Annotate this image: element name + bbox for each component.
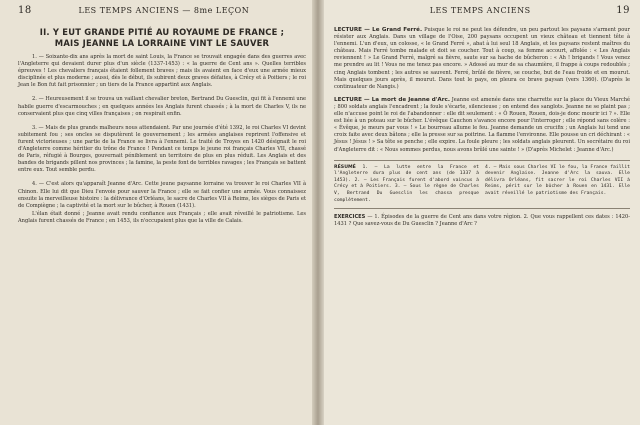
- lecture2-text: Jeanne est amenée dans une charrette sur la place du Vieux Marché ; 800 soldats anglais l'encadrent ; la foule s'écarte, silencieuse ; on entend des sanglots. Jeanne ne se plaint pas ; elle n'accuse point le roi de l'abandonner : elle dit seulement : « Ô Rouen, Rouen, dois-je donc mourir ici ? ». Elle est liée à un poteau sur le bûcher. L'évêque Cauchon s'avance encore pour l'interroger ; elle répond sans colère : « Évêque, je meurs par vous ! » Le bourreau allume le feu. Jeanne demande un crucifix ; un Anglais lui tend une croix faite avec deux bâtons ; elle la presse sur sa poitrine. La flamme l'environne. Elle pousse un cri déchirant : « Jésus ! Jésus ! » Sa tête se penche ; elle expire. La foule pleure ; les soldats anglais pleurent. Un secrétaire du roi d'Angleterre dit : « Nous sommes perdus, nous avons brûlé une sainte ! » (D'après Michelet : Jeanne d'Arc.): [334, 96, 630, 153]
- right-running-title: LES TEMPS ANCIENS: [429, 6, 531, 15]
- paragraph-2: 2. — Heureusement il se trouva un vaillant chevalier breton, Bertrand Du Guesclin, qui fit à l'ennemi une habile guerre d'escarmouches ; en quelques années les Anglais furent chassés ; à la mort de Charles V, ils ne conservaient plus que cinq villes françaises ; on respirait enfin.: [18, 96, 306, 117]
- left-page: [0, 0, 318, 425]
- lecture-grand-ferre: [334, 27, 630, 91]
- exercises: [334, 214, 630, 228]
- lecture1-heading: LECTURE — Le Grand Ferré.: [334, 27, 423, 33]
- right-running-head: [334, 5, 630, 21]
- right-page-number: 19: [616, 5, 630, 16]
- left-running-title: LES TEMPS ANCIENS — 8me LEÇON: [78, 6, 250, 15]
- paragraph-1: 1. — Soixante-dix ans après la mort de saint Louis, la France se trouvait engagée dans des guerres avec l'Angleterre qui devaient durer plus d'un siècle (1337-1453) : « la guerre de Cent ans ». Quelles terribles épreuves ! Les chevaliers français étaient follement braves ; mais ils avaient en face d'eux une armée mieux disciplinée et plus moderne ; aussi, dès le début, ils subirent deux graves défaites, à Crécy et à Poitiers ; le roi Jean le Bon fut fait prisonnier ; un tiers de la France appartint aux Anglais.: [18, 54, 306, 89]
- left-running-head: [18, 5, 306, 21]
- exercises-label: EXERCICES: [334, 214, 366, 221]
- lecture-jeanne-darc: [334, 97, 630, 154]
- chapter-title: [18, 27, 306, 49]
- chapter-title-line2: MAIS JEANNE LA LORRAINE VINT LE SAUVER: [54, 38, 270, 48]
- summary-right-column: 4. — Mais sous Charles VI le fou, la France faillit devenir Anglaise. Jeanne d'Arc la sauva. Elle délivra Orléans, fit sacrer le roi Charles VII à Reims, périt sur le bûcher à Rouen en 1431. Elle avait réveillé le patriotisme des Français.: [485, 164, 630, 196]
- exercises-text: — 1. Épisodes de la guerre de Cent ans dans votre région. 2. Que vous rappellent ces dates : 1420-1431 ? Que savez-vous de Du Guesclin ? Jeanne d'Arc ?: [334, 214, 631, 228]
- summary-box: [334, 160, 630, 210]
- summary-left-text: 1. — La lutte entre la France et l'Angleterre dura plus de cent ans (de 1337 à 1453). 2. — Les Français furent d'abord vaincus à Crécy et à Poitiers. 3. — Sous le règne de Charles V, Bertrand Du Guesclin les chassa presque complètement.: [334, 164, 479, 203]
- chapter-title-line1: II. Y EUT GRANDE PITIÉ AU ROYAUME DE FRANCE ;: [39, 27, 285, 37]
- paragraph-3: 3. — Mais de plus grands malheurs nous attendaient. Par une journée d'été 1392, le roi Charles VI devint subitement fou ; ses oncles se disputèrent le gouvernement ; les armées anglaises reprirent l'offensive et furent victorieuses ; une partie de la France se livra à l'ennemi. Le traité de Troyes en 1420 désignait le roi d'Angleterre comme héritier du trône de France ! Pendant ce temps le jeune roi français Charles VII, chassé de Paris, réfugié à Bourges, gouvernait péniblement un territoire de plus en plus réduit. Les Anglais et des bandes de brigands pillent nos provinces ; la famine, la peste font de terribles ravages ; les Français se battent entre eux. Tout semble perdu.: [18, 124, 306, 174]
- paragraph-5: L'élan était donné ; Jeanne avait rendu confiance aux Français ; elle avait réveillé le patriotisme. Les Anglais furent chassés de France ; en 1453, ils n'occupaient plus que la ville de Calais.: [18, 210, 306, 224]
- summary-left-column: [334, 165, 479, 205]
- lecture2-heading: LECTURE — La mort de Jeanne d'Arc.: [334, 96, 450, 103]
- book-gutter: [312, 0, 324, 425]
- left-page-number: 18: [18, 5, 32, 16]
- right-page: [318, 0, 640, 425]
- paragraph-4: 4. — C'est alors qu'apparaît Jeanne d'Arc. Cette jeune paysanne lorraine va trouver le roi Charles VII à Chinon. Elle lui dit que Dieu l'envoie pour sauver la France ; elle se fait confier une armée. Vous connaissez ensuite la merveilleuse histoire : la délivrance d'Orléans, le sacre de Charles VII à Reims, les sièges de Paris et de Compiègne ; la captivité et la mort sur le bûcher, à Rouen (1431).: [18, 181, 306, 209]
- lecture1-text: Puisque le roi ne peut les défendre, un peu partout les paysans s'arment pour résister aux Anglais. Dans un village de l'Oise, 200 paysans occupent un vieux château et tiennent tête à l'ennemi. L'un d'eux, un colosse, « le Grand Ferré », abat à lui seul 18 Anglais, et les paysans restent maîtres du château. Mais Ferré tombe malade et doit se coucher. Tout à coup, sa femme accourt, affolée : « Les Anglais reviennent ! » Le Grand Ferré, malgré sa fièvre, saute sur sa hache de bûcheron : « Ah ! brigands ! Vous venez me prendre au lit ! Vous ne me tenez pas encore. » Adossé au mur de sa chaumière, il frappe à coups redoublés ; cinq Anglais tombent ; les autres se sauvent. Ferré, brûlé de fièvre, se couche, but de l'eau froide et en mourut. Mais quelques jours après, il mourut. Dans tout le pays, on pleura ce brave paysan (vers 1360). (D'après le continuateur de Nangis.): [334, 27, 630, 90]
- summary-label: RÉSUMÉ: [334, 164, 356, 170]
